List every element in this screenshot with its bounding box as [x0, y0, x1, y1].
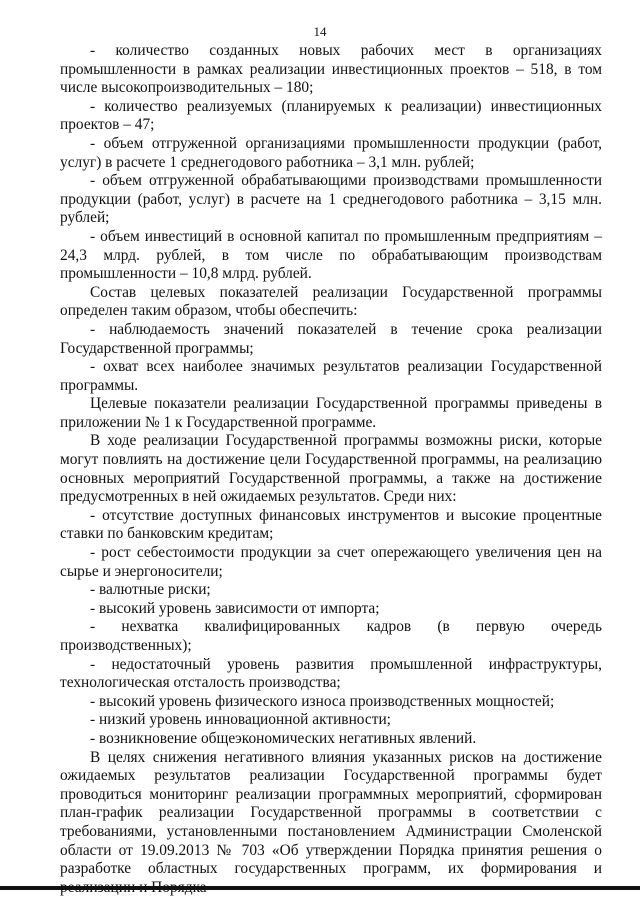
paragraph-observability: - наблюдаемость значений показателей в течение срока реализации Государственной программы; [60, 320, 602, 357]
paragraph-risk-financing: - отсутствие доступных финансовых инструментов и высокие процентные ставки по банковским кредитам; [60, 506, 602, 543]
paragraph-risk-depreciation: - высокий уровень физического износа производственных мощностей; [90, 692, 555, 710]
paragraph-risks-intro: В ходе реализации Государственной программы возможны риски, которые могут повлиять на достижение цели Государственной программы, на реализацию основных мероприятий Государственной программы, а также на достижение предусмотренных в ней ожидаемых результатов. Среди них: [60, 432, 602, 506]
paragraph-indicators-composition: Состав целевых показателей реализации Государственной программы определен таким образом, чтобы обеспечить: [60, 283, 602, 320]
bottom-rule [0, 886, 640, 890]
paragraph-risk-staff: - нехватка квалифицированных кадров (в первую очередь производственных); [60, 618, 602, 654]
paragraph-risk-mitigation: В целях снижения негативного влияния указанных рисков на достижение ожидаемых результатов реализации Государственной программы будет проводиться мониторинг реализации программных мероприятий, сформирован план-график реализации Государственной программы в соответствии с требованиями, установленными постановлением Администрации Смоленской области от 19.09.2013 № 703 «Об утверждении Порядка принятия решения о разработке областных государственных программ, их формирования и [60, 748, 602, 878]
paragraph-risk-infrastructure: - недостаточный уровень развития промышленной инфраструктуры, технологическая отсталость производства; [60, 655, 602, 692]
paragraph-appendix-reference: Целевые показатели реализации Государственной программы приведены в приложении № 1 к Государственной программе. [60, 395, 602, 431]
paragraph-indicator-investment: - объем инвестиций в основной капитал по промышленным предприятиям – 24,3 млрд. рублей, в том числе по обрабатывающим производствам промышленности – 10,8 млрд. рублей. [60, 227, 602, 283]
paragraph-indicator-shipped-manufacturing: - объем отгруженной обрабатывающими производствами промышленности продукции (работ, услуг) в расчете на 1 среднегодового работника – 3,15 млн. рублей; [60, 172, 602, 227]
paragraph-risk-cost-growth: - рост себестоимости продукции за счет опережающего увеличения цен на сырье и энергоносители; [60, 544, 602, 580]
paragraph-risk-currency: - валютные риски; [90, 581, 211, 599]
paragraph-indicator-shipped-industry: - объем отгруженной организациями промышленности продукции (работ, услуг) в расчете 1 среднегодового работника – 3,1 млн. рублей; [60, 134, 602, 171]
paragraph-coverage: - охват всех наиболее значимых результатов реализации Государственной программы. [60, 358, 602, 394]
paragraph-risk-innovation: - низкий уровень инновационной активности; [90, 711, 391, 729]
paragraph-risk-economic: - возникновение общеэкономических негативных явлений. [90, 729, 477, 747]
paragraph-indicator-projects: - количество реализуемых (планируемых к реализации) инвестиционных проектов – 47; [60, 97, 602, 134]
document-body [60, 42, 602, 897]
paragraph-indicator-jobs: - количество созданных новых рабочих мест в организациях промышленности в рамках реализации инвестиционных проектов – 518, в том числе высокопроизводительных – 180; [60, 42, 602, 97]
paragraph-risk-import: - высокий уровень зависимости от импорта; [90, 599, 380, 617]
page-number: 14 [313, 24, 327, 39]
